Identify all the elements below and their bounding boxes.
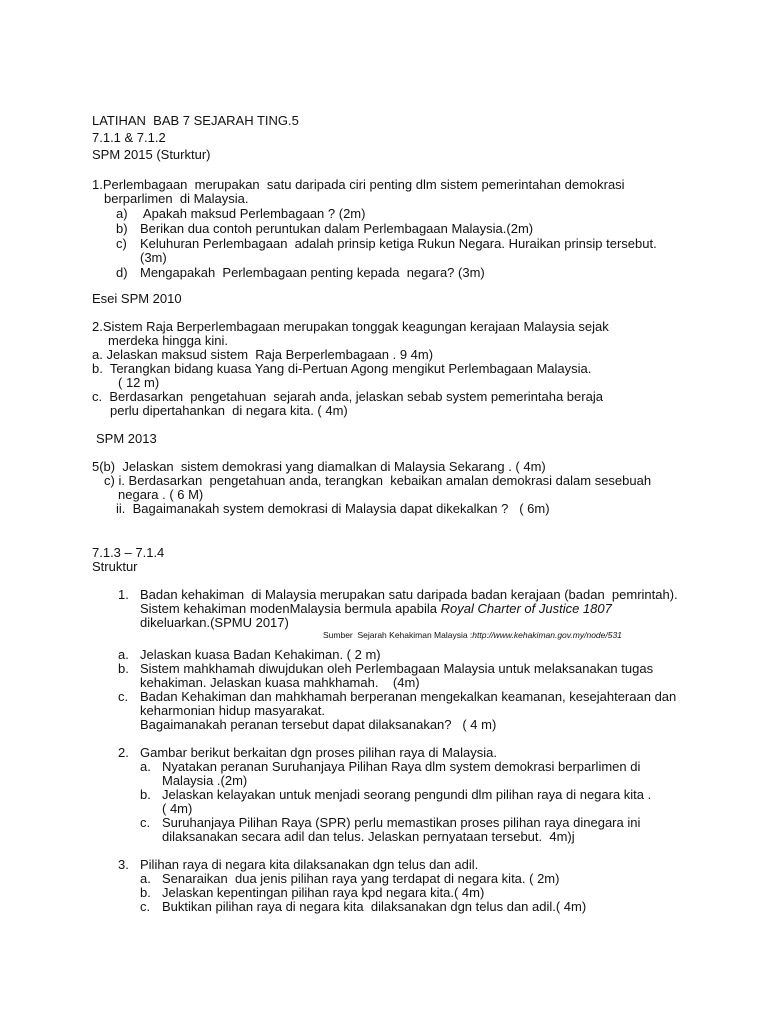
section-heading-spm-2010: Esei SPM 2010 <box>92 291 182 306</box>
question-1-d-marker: d) <box>116 265 128 280</box>
struktur-q3-c-marker: c. <box>140 899 151 914</box>
question-2-line-2: merdeka hingga kini. <box>108 333 228 348</box>
question-5c-ii: ii. Bagaimanakah system demokrasi di Malaysia dapat dikekalkan ? ( 6m) <box>116 501 550 516</box>
struktur-q1-c-continuation-1: keharmonian hidup masyarakat. <box>140 703 325 718</box>
struktur-q2-c-continuation: dilaksanakan secara adil dan telus. Jelaskan pernyataan tersebut. 4m)j <box>162 829 575 844</box>
struktur-q3-b-marker: b. <box>140 885 151 900</box>
struktur-q3-number: 3. <box>118 857 129 872</box>
question-1-d-text: Mengapakah Perlembagaan penting kepada negara? (3m) <box>140 265 485 280</box>
struktur-q3-c-text: Buktikan pilihan raya di negara kita dilaksanakan dgn telus dan adil.( 4m) <box>162 899 587 914</box>
question-1-line-2: berparlimen di Malaysia. <box>104 191 249 206</box>
struktur-q1-a-marker: a. <box>118 647 129 662</box>
section-heading-struktur: Struktur <box>92 559 138 574</box>
struktur-q3-b-text: Jelaskan kepentingan pilihan raya kpd negara kita.( 4m) <box>162 885 485 900</box>
struktur-q2-a-marker: a. <box>140 759 151 774</box>
struktur-q1-c-text: Badan Kehakiman dan mahkhamah berperanan mengekalkan keamanan, kesejahteraan dan <box>140 689 677 704</box>
struktur-q1-c-continuation-2: Bagaimanakah peranan tersebut dapat dilaksanakan? ( 4 m) <box>140 717 497 732</box>
topic-range: 7.1.1 & 7.1.2 <box>92 130 166 145</box>
question-2-a: a. Jelaskan maksud sistem Raja Berperlembagaan . 9 4m) <box>92 347 434 362</box>
struktur-q1-number: 1. <box>118 587 129 602</box>
struktur-q2-text: Gambar berikut berkaitan dgn proses pilihan raya di Malaysia. <box>140 745 497 760</box>
struktur-q1-c-marker: c. <box>118 689 129 704</box>
source-citation-label: Sumber Sejarah Kehakiman Malaysia : <box>323 630 473 640</box>
question-5c-i-continuation: negara . ( 6 M) <box>118 487 204 502</box>
question-5c-i: c) i. Berdasarkan pengetahuan anda, terangkan kebaikan amalan demokrasi dalam sesebuah <box>104 473 652 488</box>
struktur-q1-b-marker: b. <box>118 661 129 676</box>
struktur-q2-a-continuation: Malaysia .(2m) <box>162 773 248 788</box>
struktur-q2-b-text: Jelaskan kelayakan untuk menjadi seorang pengundi dlm pilihan raya di negara kita . <box>162 787 652 802</box>
question-1-b-marker: b) <box>116 221 128 236</box>
question-1-c-marker: c) <box>116 236 127 251</box>
struktur-q2-b-marker: b. <box>140 787 151 802</box>
struktur-q3-a-text: Senaraikan dua jenis pilihan raya yang terdapat di negara kita. ( 2m) <box>162 871 560 886</box>
struktur-q2-b-continuation: ( 4m) <box>162 801 193 816</box>
struktur-q3-a-marker: a. <box>140 871 151 886</box>
topic-range-2: 7.1.3 – 7.1.4 <box>92 545 165 560</box>
exam-label: SPM 2015 (Sturktur) <box>92 147 211 162</box>
struktur-q3-text: Pilihan raya di negara kita dilaksanakan dgn telus dan adil. <box>140 857 479 872</box>
question-1-a-marker: a) <box>116 206 128 221</box>
royal-charter-title: Royal Charter of Justice 1807 <box>440 601 612 616</box>
question-1-c-text: Keluhuran Perlembagaan adalah prinsip ketiga Rukun Negara. Huraikan prinsip tersebut. <box>140 236 657 251</box>
question-2-b: b. Terangkan bidang kuasa Yang di-Pertuan Agong mengikut Perlembagaan Malaysia. <box>92 361 592 376</box>
struktur-q1-line-1: Badan kehakiman di Malaysia merupakan satu daripada badan kerajaan (badan pemrintah). <box>140 587 678 602</box>
question-2-c-continuation: perlu dipertahankan di negara kita. ( 4m) <box>110 403 348 418</box>
question-2-b-continuation: ( 12 m) <box>118 375 160 390</box>
struktur-q2-c-text: Suruhanjaya Pilihan Raya (SPR) perlu memastikan proses pilihan raya dinegara ini <box>162 815 641 830</box>
question-1-line-1: 1.Perlembagaan merupakan satu daripada ciri penting dlm sistem pemerintahan demokrasi <box>92 177 625 192</box>
struktur-q1-line-3: dikeluarkan.(SPMU 2017) <box>140 615 289 630</box>
struktur-q2-number: 2. <box>118 745 129 760</box>
struktur-q1-b-text: Sistem mahkhamah diwujdukan oleh Perlembagaan Malaysia untuk melaksanakan tugas <box>140 661 654 676</box>
question-5b: 5(b) Jelaskan sistem demokrasi yang diamalkan di Malaysia Sekarang . ( 4m) <box>92 459 546 474</box>
document-title: LATIHAN BAB 7 SEJARAH TING.5 <box>92 113 299 128</box>
struktur-q2-a-text: Nyatakan peranan Suruhanjaya Pilihan Raya dlm system demokrasi berparlimen di <box>162 759 641 774</box>
struktur-q1-line-2-text: Sistem kehakiman modenMalaysia bermula apabila <box>140 601 441 616</box>
source-citation <box>323 631 622 640</box>
struktur-q2-c-marker: c. <box>140 815 151 830</box>
struktur-q1-a-text: Jelaskan kuasa Badan Kehakiman. ( 2 m) <box>140 647 381 662</box>
question-2-line-1: 2.Sistem Raja Berperlembagaan merupakan tonggak keagungan kerajaan Malaysia sejak <box>92 319 609 334</box>
struktur-q1-b-continuation: kehakiman. Jelaskan kuasa mahkhamah. (4m) <box>140 675 420 690</box>
question-1-a-text: Apakah maksud Perlembagaan ? (2m) <box>140 206 366 221</box>
struktur-q1-line-2 <box>140 602 612 615</box>
section-heading-spm-2013: SPM 2013 <box>96 431 157 446</box>
question-1-b-text: Berikan dua contoh peruntukan dalam Perlembagaan Malaysia.(2m) <box>140 221 534 236</box>
source-url: http://www.kehakiman.gov.my/node/531 <box>472 630 622 640</box>
question-2-c: c. Berdasarkan pengetahuan sejarah anda, jelaskan sebab system pemerintaha beraja <box>92 389 603 404</box>
question-1-c-continuation: (3m) <box>140 250 167 265</box>
